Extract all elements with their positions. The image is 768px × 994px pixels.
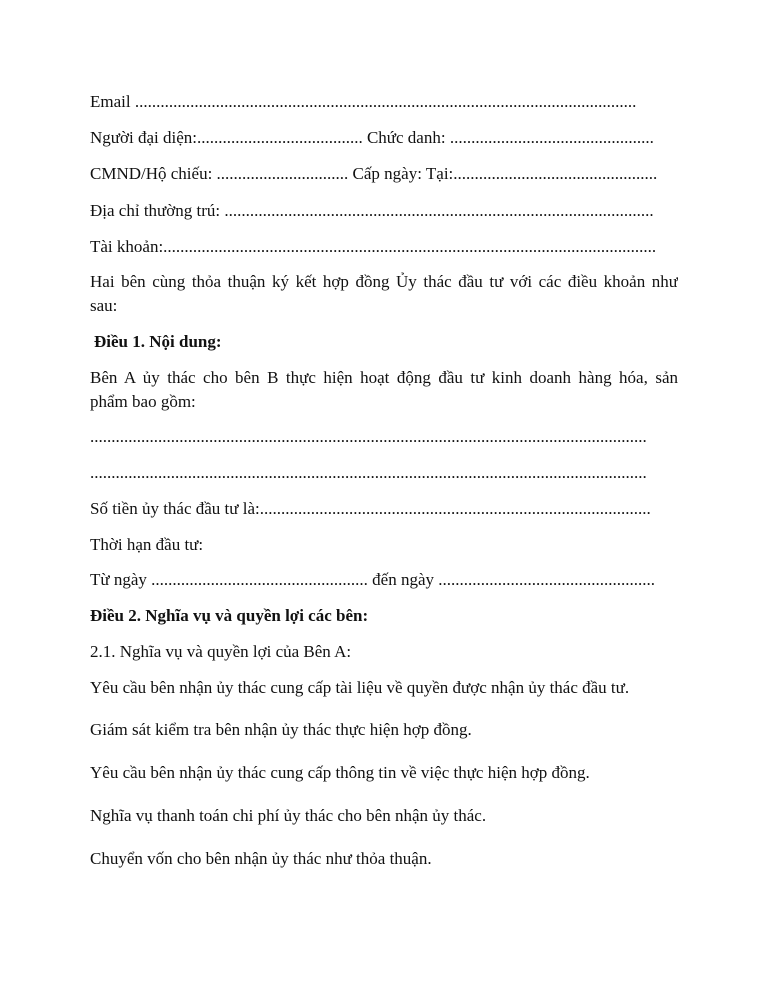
id-card-line: CMND/Hộ chiếu: ............................... Cấp ngày: Tại:................................................ (90, 164, 658, 183)
article-1-heading: Điều 1. Nội dung: (94, 332, 222, 351)
article-1-desc-line-1: Bên A ủy thác cho bên B thực hiện hoạt động đầu tư kinh doanh hàng hóa, sản (90, 368, 678, 387)
obligation-item: Chuyển vốn cho bên nhận ủy thác như thỏa thuận. (90, 849, 432, 868)
product-blank-line-1: ................................................................................................................................... (90, 427, 647, 446)
intro-line-1: Hai bên cùng thỏa thuận ký kết hợp đồng Ủy thác đầu tư với các điều khoản như (90, 272, 678, 291)
account-line: Tài khoản:.................................................................................................................... (90, 237, 657, 256)
obligation-item: Giám sát kiểm tra bên nhận ủy thác thực hiện hợp đồng. (90, 720, 472, 739)
article-2-heading: Điều 2. Nghĩa vụ và quyền lợi các bên: (90, 606, 369, 625)
product-blank-line-2: ................................................................................................................................... (90, 463, 647, 482)
obligation-item: Yêu cầu bên nhận ủy thác cung cấp tài liệu về quyền được nhận ủy thác đầu tư. (90, 678, 630, 697)
obligation-item: Nghĩa vụ thanh toán chi phí ủy thác cho bên nhận ủy thác. (90, 806, 487, 825)
representative-line: Người đại diện:....................................... Chức danh: ................................................ (90, 128, 654, 147)
intro-line-2: sau: (90, 296, 118, 315)
term-range-line: Từ ngày ................................................... đến ngày ................................................... (90, 570, 655, 589)
address-line: Địa chỉ thường trú: ..................................................................................................... (90, 201, 654, 220)
article-1-desc-line-2: phẩm bao gồm: (90, 392, 196, 411)
term-label: Thời hạn đầu tư: (90, 535, 204, 554)
obligation-item: Yêu cầu bên nhận ủy thác cung cấp thông tin về việc thực hiện hợp đồng. (90, 763, 590, 782)
investment-amount-line: Số tiền ủy thác đầu tư là:............................................................................................ (90, 499, 651, 518)
article-2-subheading: 2.1. Nghĩa vụ và quyền lợi của Bên A: (90, 642, 352, 661)
email-line: Email ...................................................................................................................... (90, 92, 637, 111)
